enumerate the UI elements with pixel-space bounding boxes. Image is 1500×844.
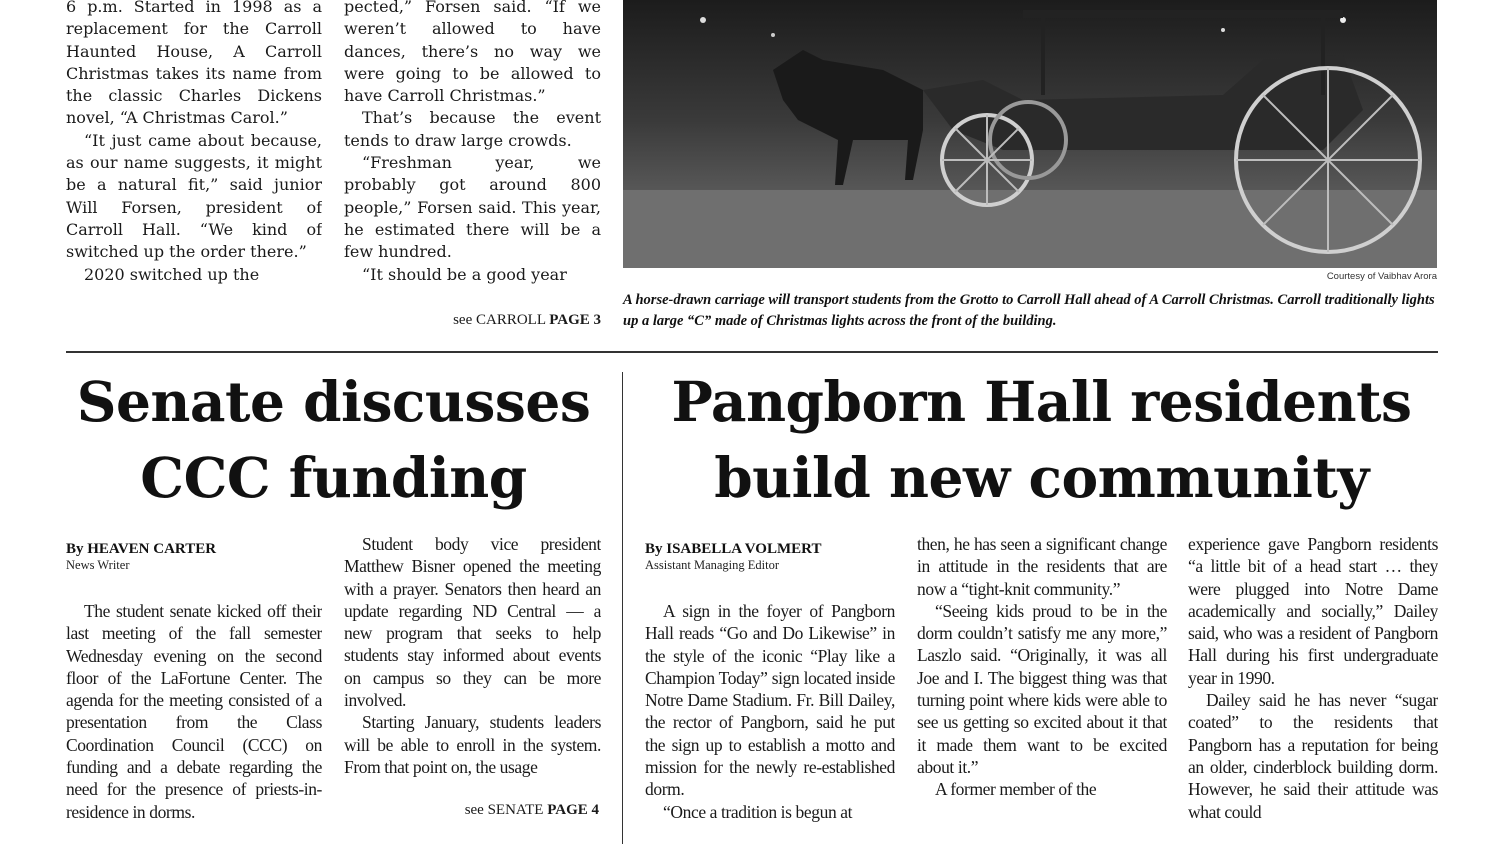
pangborn-col3-p1: experience gave Pangborn residents “a little bit of a head start … they were plugged into Notre Dame academically and socially,” Dailey said, who was a resident of Pangborn Hall during his first undergraduate year in 1990. [1188, 534, 1438, 688]
carroll-col2-p2: That’s because the event tends to draw large crowds. [344, 108, 601, 150]
carroll-col1-p3: 2020 switched up the [84, 264, 260, 284]
carroll-col2-p1: pected,” Forsen said. “If we weren’t allowed to have dances, there’s no way we were going to be allowed to have Carroll Christmas.” [344, 0, 601, 106]
carroll-col1-p2: “It just came about because, as our name suggests, it might be a natural fit,” said junior Will Forsen, president of Carroll Hall. “We kind of switched up the order there.” [66, 130, 322, 262]
carroll-col2-p3: “Freshman year, we probably got around 800 people,” Forsen said. This year, he estimated there will be a few hundred. [344, 153, 601, 262]
pangborn-headline[interactable] [645, 364, 1438, 516]
pangborn-role: Assistant Managing Editor [645, 558, 780, 572]
carroll-col2-p4: “It should be a good year [362, 264, 567, 284]
carroll-jump-page: PAGE 3 [549, 312, 601, 328]
senate-col1-p1: The student senate kicked off their last meeting of the fall semester Wednesday evening on the second floor of the LaFortune Center. The agenda for the meeting consisted of a presentation from the Class Coordination Council (CCC) on funding and a debate regarding the need for the presence of priests-in-residence in dorms. [66, 601, 322, 822]
carroll-column-1 [66, 0, 322, 326]
senate-jump-page: PAGE 4 [547, 802, 599, 818]
pangborn-col1-p1: A sign in the foyer of Pangborn Hall reads “Go and Do Likewise” in the style of the iconic “Play like a Champion Today” sign located inside Notre Dame Stadium. Fr. Bill Dailey, the rector of Pangborn, said he put the sign up to establish a motto and mission for the newly re-established dorm. [645, 601, 895, 800]
pangborn-headline-line1: Pangborn Hall residents [671, 369, 1412, 434]
carroll-jump-line[interactable] [344, 312, 601, 329]
senate-headline[interactable] [66, 364, 601, 516]
senate-col2-p2: Starting January, students leaders will be able to enroll in the system. From that point on, the usage [344, 712, 601, 777]
carroll-col1-p1: 6 p.m. Started in 1998 as a replacement for the Carroll Haunted House, A Carroll Christmas takes its name from the classic Charles Dickens novel, “A Christmas Carol.” [66, 0, 322, 128]
carroll-jump-prefix: see CARROLL [453, 312, 546, 328]
senate-role: News Writer [66, 558, 130, 572]
section-divider [66, 351, 1438, 353]
photo-caption: A horse-drawn carriage will transport students from the Grotto to Carroll Hall ahead of A Carroll Christmas. Carroll traditionally lights up a large “C” made of Christmas lights across the front of the building. [623, 292, 1435, 329]
pangborn-col2-p2: “Seeing kids proud to be in the dorm couldn’t satisfy me any more,” Laszlo said. “Originally, it was all Joe and I. The biggest thing was that turning point where kids were able to see us getting so excited about it that it made them want to be excited about it.” [917, 600, 1167, 777]
pangborn-col2-p3: A former member of the [935, 779, 1097, 800]
senate-jump-prefix: see SENATE [464, 802, 544, 818]
photo-credit: Courtesy of Vaibhav Arora [1326, 271, 1437, 282]
senate-headline-line2: CCC funding [140, 445, 527, 510]
pangborn-headline-line2: build new community [714, 445, 1369, 510]
pangborn-column-1 [645, 600, 895, 844]
pangborn-col1-p2: “Once a tradition is begun at [663, 801, 853, 822]
pangborn-col3-p2: Dailey said he has never “sugar coated” to the residents that Pangborn has a reputation for being an older, cinderblock building dorm. However, he said their attitude was what could [1188, 690, 1438, 822]
senate-column-1 [66, 600, 322, 824]
carriage-photo [623, 0, 1437, 268]
pangborn-col2-p1: then, he has seen a significant change in attitude in the residents that are now a “tight-knit community.” [917, 534, 1167, 599]
senate-headline-line1: Senate discusses [76, 369, 591, 434]
column-divider [622, 372, 623, 844]
carroll-column-2 [344, 0, 601, 286]
pangborn-byline-block [645, 541, 895, 573]
senate-col2-p1: Student body vice president Matthew Bisner opened the meeting with a prayer. Senators then heard an update regarding ND Central — a new program that seeks to help students stay informed about events on campus so they can be more involved. [344, 534, 601, 711]
pangborn-byline: By ISABELLA VOLMERT [645, 541, 822, 557]
senate-byline-block [66, 541, 322, 573]
pangborn-column-2 [917, 533, 1167, 844]
pangborn-column-3 [1188, 533, 1438, 844]
senate-byline: By HEAVEN CARTER [66, 541, 217, 557]
senate-column-2 [344, 533, 601, 779]
senate-jump-line[interactable] [344, 802, 599, 819]
carriage-illustration [623, 0, 1437, 268]
